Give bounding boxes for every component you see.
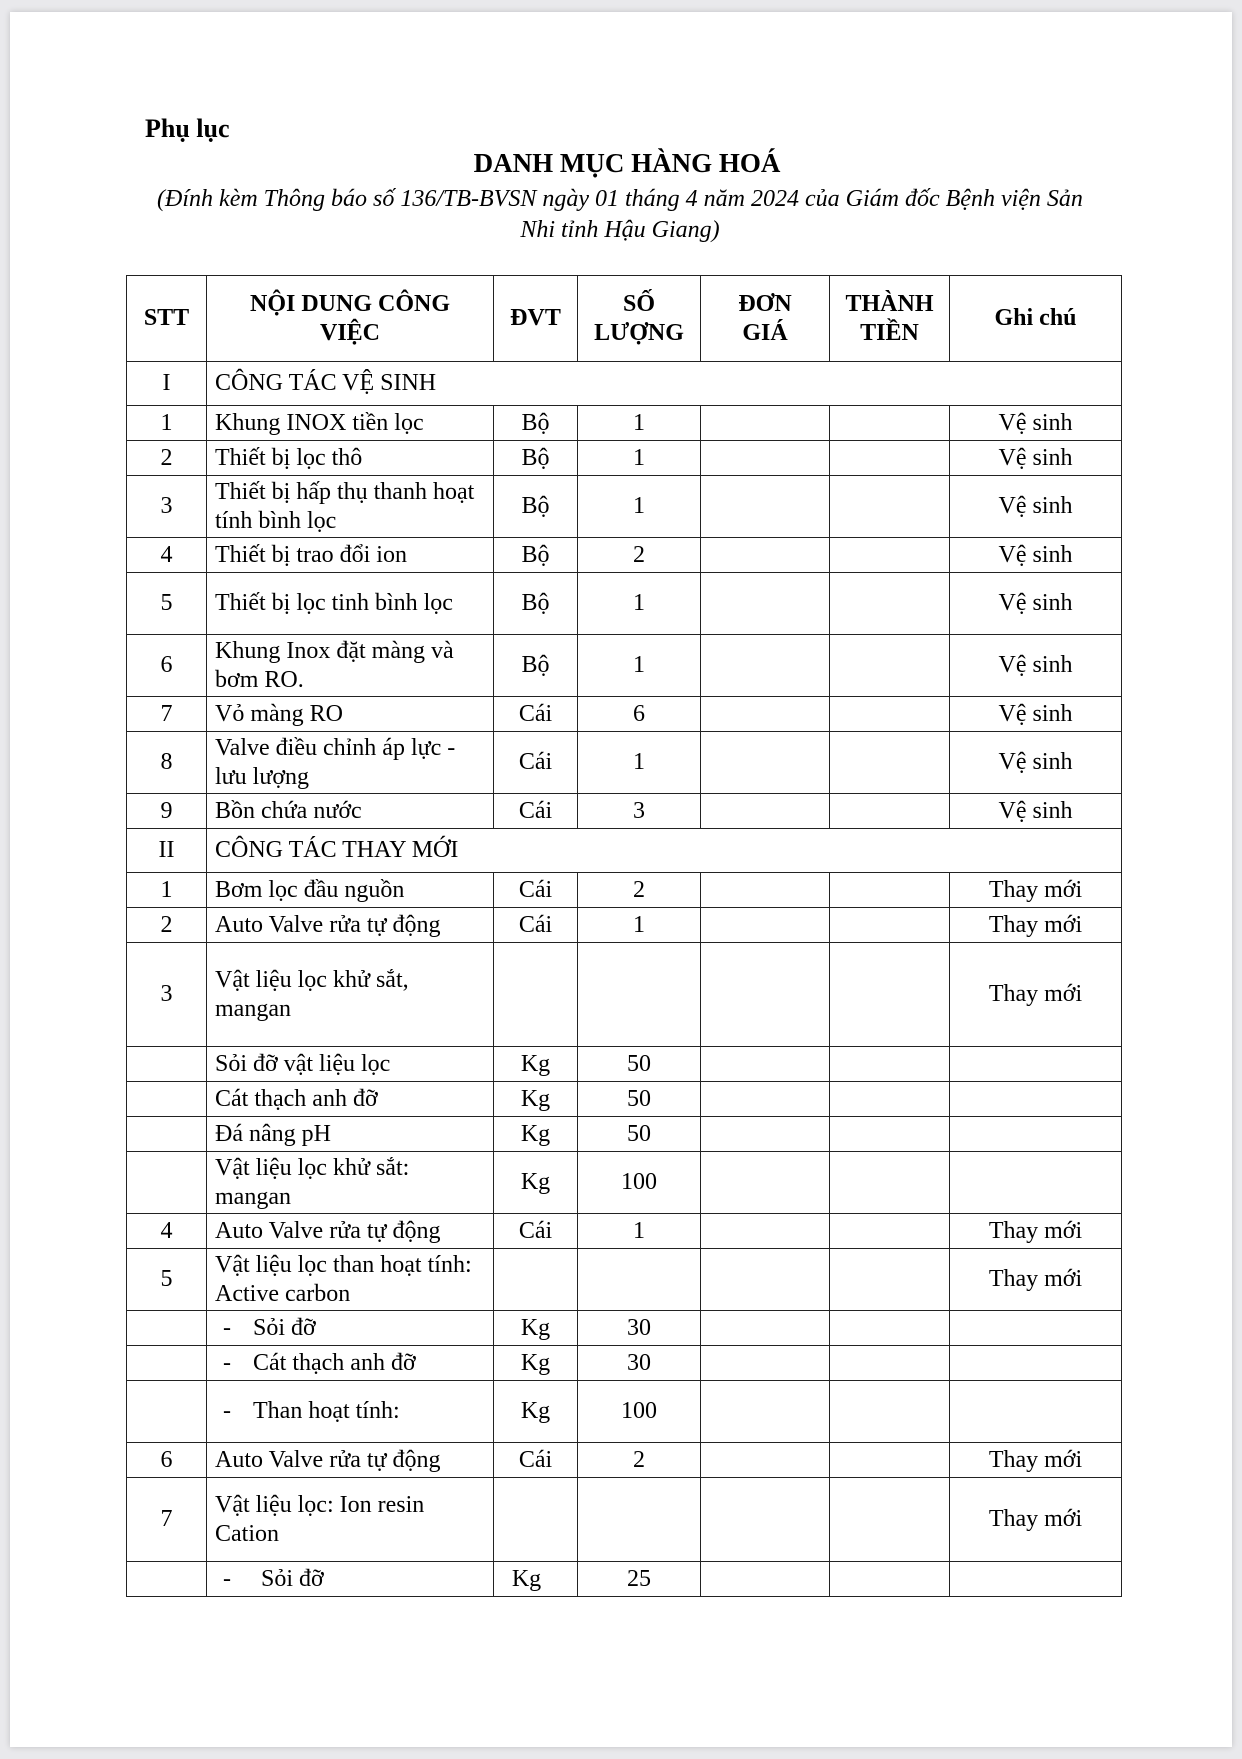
cell-total: [830, 635, 950, 697]
cell-stt: 5: [127, 573, 207, 635]
cell-total: [830, 908, 950, 943]
cell-content-text: Than hoạt tính:: [253, 1398, 400, 1424]
table-row: [127, 1249, 1122, 1311]
cell-qty: 100: [578, 1152, 701, 1214]
cell-unit: Bộ: [494, 635, 578, 697]
cell-unit-price: [701, 573, 830, 635]
col-header-content: NỘI DUNG CÔNG VIỆC: [207, 276, 494, 362]
table-row: [127, 1047, 1122, 1082]
table-row: [127, 943, 1122, 1047]
table-row: [127, 1152, 1122, 1214]
cell-note: [950, 1346, 1122, 1381]
cell-total: [830, 476, 950, 538]
cell-note: Vệ sinh: [950, 635, 1122, 697]
goods-table: [126, 275, 1122, 1597]
cell-qty: 2: [578, 538, 701, 573]
table-header-row: [127, 276, 1122, 362]
table-row: [127, 1443, 1122, 1478]
cell-unit-price: [701, 873, 830, 908]
cell-unit: Cái: [494, 873, 578, 908]
cell-content: Thiết bị lọc thô: [207, 441, 494, 476]
cell-stt: 2: [127, 908, 207, 943]
col-header-stt: STT: [127, 276, 207, 362]
col-header-qty: SỐ LƯỢNG: [578, 276, 701, 362]
section-title: CÔNG TÁC THAY MỚI: [207, 829, 1122, 873]
cell-note: Vệ sinh: [950, 476, 1122, 538]
cell-unit: Kg: [494, 1082, 578, 1117]
cell-total: [830, 441, 950, 476]
section-number: I: [127, 362, 207, 406]
cell-total: [830, 1152, 950, 1214]
cell-stt: [127, 1082, 207, 1117]
cell-note: [950, 1311, 1122, 1346]
cell-note: [950, 1082, 1122, 1117]
cell-qty: 1: [578, 1214, 701, 1249]
cell-stt: 7: [127, 1478, 207, 1562]
table-row: [127, 1117, 1122, 1152]
cell-content: Thiết bị trao đổi ion: [207, 538, 494, 573]
cell-qty: 1: [578, 908, 701, 943]
dash-marker: -: [223, 1349, 231, 1376]
cell-content: [207, 1311, 494, 1346]
table-row: [127, 1214, 1122, 1249]
section-title: CÔNG TÁC VỆ SINH: [207, 362, 1122, 406]
cell-content: [207, 1346, 494, 1381]
cell-unit: [494, 1249, 578, 1311]
cell-content: Vỏ màng RO: [207, 697, 494, 732]
cell-note: Thay mới: [950, 1443, 1122, 1478]
cell-total: [830, 1381, 950, 1443]
section-row: [127, 829, 1122, 873]
cell-content: [207, 1562, 494, 1597]
cell-note: Vệ sinh: [950, 441, 1122, 476]
cell-stt: 8: [127, 732, 207, 794]
table-row: [127, 1346, 1122, 1381]
cell-unit-price: [701, 406, 830, 441]
cell-stt: [127, 1047, 207, 1082]
table-row: [127, 1562, 1122, 1597]
cell-unit: [494, 943, 578, 1047]
document-title: DANH MỤC HÀNG HOÁ: [473, 148, 781, 178]
table-row: [127, 908, 1122, 943]
cell-stt: 6: [127, 1443, 207, 1478]
cell-unit-price: [701, 1117, 830, 1152]
cell-unit: Bộ: [494, 573, 578, 635]
cell-note: [950, 1562, 1122, 1597]
cell-unit: Bộ: [494, 441, 578, 476]
cell-unit-price: [701, 732, 830, 794]
cell-unit: Cái: [494, 908, 578, 943]
appendix-label: Phụ lục: [145, 114, 230, 143]
cell-qty: 6: [578, 697, 701, 732]
cell-qty: 1: [578, 573, 701, 635]
document-subtitle: (Đính kèm Thông báo số 136/TB-BVSN ngày 01 tháng 4 năm 2024 của Giám đốc Bệnh viện Sản Nhi tỉnh Hậu Giang): [157, 186, 1083, 243]
cell-note: Vệ sinh: [950, 697, 1122, 732]
cell-content: [207, 1381, 494, 1443]
table-row: [127, 476, 1122, 538]
cell-total: [830, 1478, 950, 1562]
cell-total: [830, 732, 950, 794]
cell-stt: 4: [127, 1214, 207, 1249]
table-row: [127, 538, 1122, 573]
table-row: [127, 573, 1122, 635]
cell-content: Thiết bị lọc tinh bình lọc: [207, 573, 494, 635]
table-row: [127, 697, 1122, 732]
cell-content-text: Sỏi đỡ: [261, 1565, 324, 1592]
cell-qty: 25: [578, 1562, 701, 1597]
table-row: [127, 1478, 1122, 1562]
cell-qty: 2: [578, 1443, 701, 1478]
cell-content: Auto Valve rửa tự động: [207, 1443, 494, 1478]
cell-total: [830, 794, 950, 829]
cell-note: Vệ sinh: [950, 538, 1122, 573]
cell-unit-price: [701, 1311, 830, 1346]
cell-stt: [127, 1311, 207, 1346]
col-header-unit: ĐVT: [494, 276, 578, 362]
table-row: [127, 873, 1122, 908]
cell-unit-price: [701, 1152, 830, 1214]
cell-unit: Cái: [494, 1214, 578, 1249]
cell-unit-price: [701, 1249, 830, 1311]
cell-qty: 1: [578, 406, 701, 441]
cell-total: [830, 1047, 950, 1082]
cell-unit-price: [701, 794, 830, 829]
cell-total: [830, 573, 950, 635]
cell-content: Auto Valve rửa tự động: [207, 908, 494, 943]
cell-note: Thay mới: [950, 873, 1122, 908]
cell-content: Vật liệu lọc than hoạt tính: Active carbon: [207, 1249, 494, 1311]
cell-stt: 2: [127, 441, 207, 476]
dash-marker: -: [223, 1314, 231, 1341]
cell-unit-price: [701, 943, 830, 1047]
cell-unit-price: [701, 1381, 830, 1443]
cell-qty: 1: [578, 441, 701, 476]
cell-qty: [578, 943, 701, 1047]
cell-total: [830, 1562, 950, 1597]
cell-qty: [578, 1249, 701, 1311]
cell-stt: 3: [127, 476, 207, 538]
cell-unit-price: [701, 441, 830, 476]
cell-qty: 50: [578, 1082, 701, 1117]
table-row: [127, 1381, 1122, 1443]
cell-total: [830, 1346, 950, 1381]
cell-unit: Kg: [494, 1346, 578, 1381]
cell-content: Khung INOX tiền lọc: [207, 406, 494, 441]
table-row: [127, 732, 1122, 794]
cell-unit: Cái: [494, 794, 578, 829]
cell-content: Vật liệu lọc: Ion resin Cation: [207, 1478, 494, 1562]
cell-total: [830, 1249, 950, 1311]
cell-content-text: Sỏi đỡ: [253, 1314, 316, 1341]
cell-total: [830, 1082, 950, 1117]
cell-unit: Kg: [494, 1562, 578, 1597]
cell-unit: Kg: [494, 1047, 578, 1082]
cell-content: Bồn chứa nước: [207, 794, 494, 829]
cell-total: [830, 1117, 950, 1152]
cell-unit: Kg: [494, 1311, 578, 1346]
cell-unit-price: [701, 476, 830, 538]
cell-stt: [127, 1152, 207, 1214]
cell-unit: Bộ: [494, 476, 578, 538]
cell-qty: 3: [578, 794, 701, 829]
col-header-note: Ghi chú: [950, 276, 1122, 362]
cell-unit: Bộ: [494, 538, 578, 573]
cell-unit: Bộ: [494, 406, 578, 441]
dash-marker: -: [223, 1565, 231, 1592]
cell-stt: [127, 1346, 207, 1381]
cell-total: [830, 1214, 950, 1249]
cell-unit-price: [701, 635, 830, 697]
cell-stt: 9: [127, 794, 207, 829]
cell-content: Thiết bị hấp thụ thanh hoạt tính bình lọc: [207, 476, 494, 538]
cell-total: [830, 697, 950, 732]
cell-unit-price: [701, 1047, 830, 1082]
cell-content-text: Cát thạch anh đỡ: [253, 1349, 416, 1376]
cell-qty: [578, 1478, 701, 1562]
cell-unit: Kg: [494, 1381, 578, 1443]
cell-content: Auto Valve rửa tự động: [207, 1214, 494, 1249]
col-header-unit-price: ĐƠN GIÁ: [701, 276, 830, 362]
cell-total: [830, 943, 950, 1047]
cell-content: Vật liệu lọc khử sắt: mangan: [207, 1152, 494, 1214]
cell-unit: Cái: [494, 1443, 578, 1478]
cell-note: [950, 1152, 1122, 1214]
table-row: [127, 406, 1122, 441]
cell-note: Thay mới: [950, 1214, 1122, 1249]
cell-content: Đá nâng pH: [207, 1117, 494, 1152]
cell-note: Thay mới: [950, 908, 1122, 943]
cell-stt: [127, 1117, 207, 1152]
section-row: [127, 362, 1122, 406]
cell-qty: 100: [578, 1381, 701, 1443]
cell-unit-price: [701, 1478, 830, 1562]
table-row: [127, 441, 1122, 476]
table-row: [127, 635, 1122, 697]
cell-note: [950, 1047, 1122, 1082]
cell-note: [950, 1381, 1122, 1443]
col-header-total: THÀNH TIỀN: [830, 276, 950, 362]
cell-total: [830, 406, 950, 441]
cell-unit-price: [701, 908, 830, 943]
cell-total: [830, 1443, 950, 1478]
cell-unit-price: [701, 1443, 830, 1478]
cell-stt: 7: [127, 697, 207, 732]
cell-content: Sỏi đỡ vật liệu lọc: [207, 1047, 494, 1082]
cell-qty: 30: [578, 1346, 701, 1381]
cell-qty: 1: [578, 476, 701, 538]
cell-unit: Cái: [494, 697, 578, 732]
cell-total: [830, 873, 950, 908]
cell-total: [830, 538, 950, 573]
cell-content: Vật liệu lọc khử sắt, mangan: [207, 943, 494, 1047]
cell-unit-price: [701, 1562, 830, 1597]
cell-unit-price: [701, 697, 830, 732]
cell-stt: 4: [127, 538, 207, 573]
section-number: II: [127, 829, 207, 873]
cell-stt: 6: [127, 635, 207, 697]
cell-qty: 2: [578, 873, 701, 908]
table-row: [127, 794, 1122, 829]
cell-content: Valve điều chỉnh áp lực - lưu lượng: [207, 732, 494, 794]
cell-unit: Cái: [494, 732, 578, 794]
cell-stt: [127, 1562, 207, 1597]
cell-note: Vệ sinh: [950, 732, 1122, 794]
dash-marker: -: [223, 1398, 231, 1424]
table-row: [127, 1311, 1122, 1346]
cell-content: Cát thạch anh đỡ: [207, 1082, 494, 1117]
cell-unit: Kg: [494, 1117, 578, 1152]
cell-note: Thay mới: [950, 1478, 1122, 1562]
cell-note: Thay mới: [950, 1249, 1122, 1311]
cell-stt: 3: [127, 943, 207, 1047]
cell-note: Vệ sinh: [950, 794, 1122, 829]
table-row: [127, 1082, 1122, 1117]
cell-note: Vệ sinh: [950, 406, 1122, 441]
cell-unit: Kg: [494, 1152, 578, 1214]
cell-stt: 5: [127, 1249, 207, 1311]
cell-qty: 50: [578, 1047, 701, 1082]
cell-note: Thay mới: [950, 943, 1122, 1047]
cell-content: Bơm lọc đầu nguồn: [207, 873, 494, 908]
cell-total: [830, 1311, 950, 1346]
cell-stt: [127, 1381, 207, 1443]
cell-qty: 1: [578, 635, 701, 697]
cell-unit-price: [701, 1214, 830, 1249]
cell-note: Vệ sinh: [950, 573, 1122, 635]
cell-qty: 30: [578, 1311, 701, 1346]
cell-note: [950, 1117, 1122, 1152]
cell-unit-price: [701, 1346, 830, 1381]
cell-qty: 1: [578, 732, 701, 794]
cell-unit: [494, 1478, 578, 1562]
cell-unit-price: [701, 1082, 830, 1117]
cell-unit-price: [701, 538, 830, 573]
cell-stt: 1: [127, 873, 207, 908]
cell-stt: 1: [127, 406, 207, 441]
cell-qty: 50: [578, 1117, 701, 1152]
cell-content: Khung Inox đặt màng và bơm RO.: [207, 635, 494, 697]
